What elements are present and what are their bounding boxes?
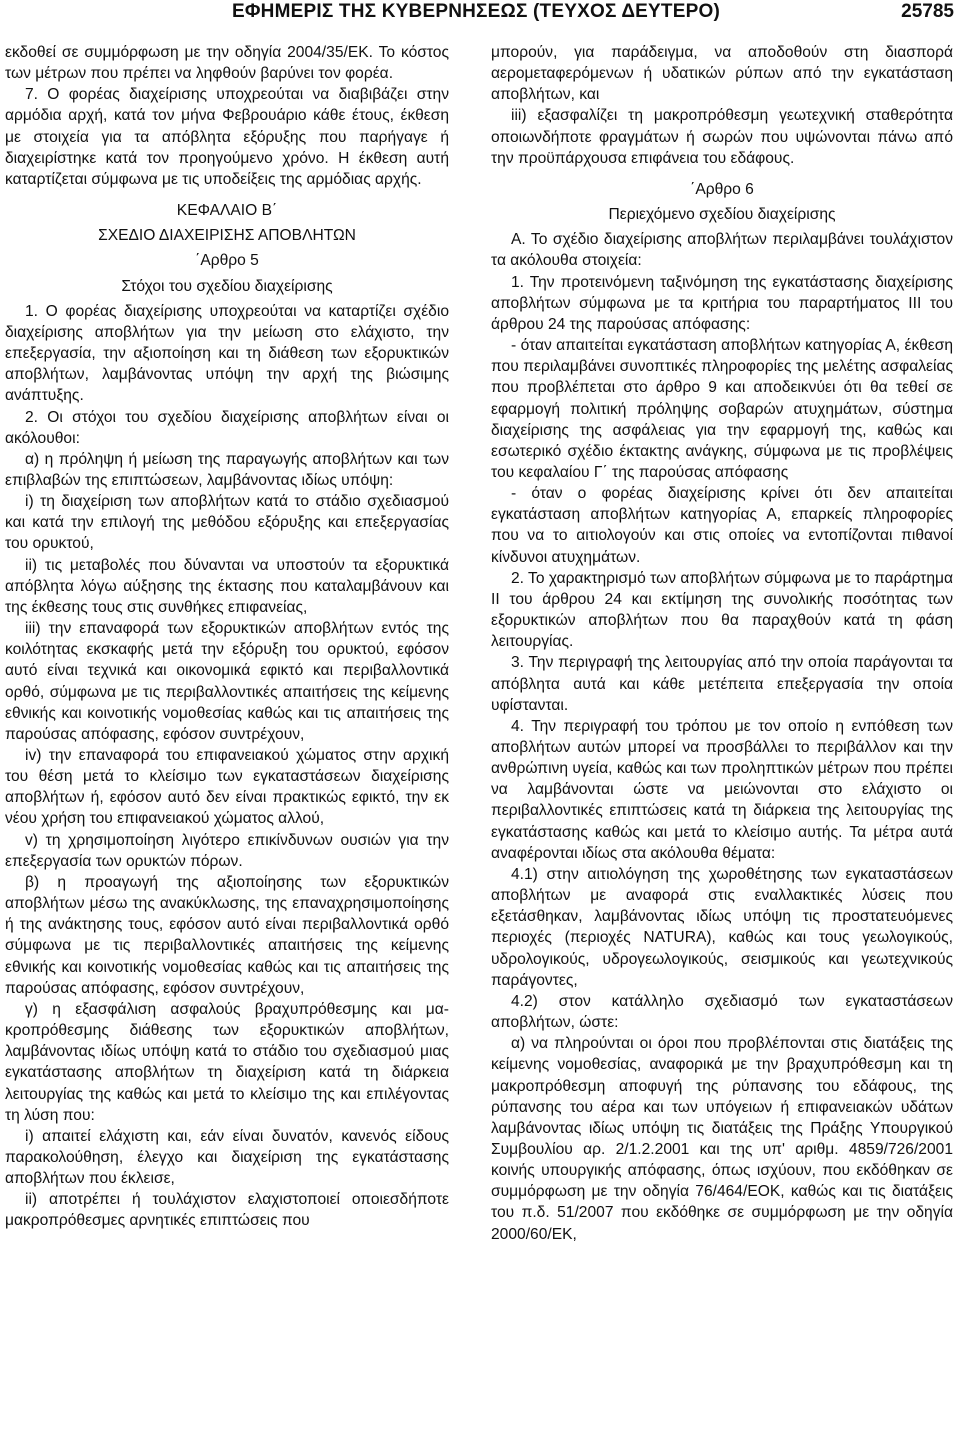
paragraph: εκδοθεί σε συμμόρφωση με την οδηγία 2004/35/ΕΚ. Το κόστος των μέτρων που πρέπει να ληφθούν βαρύνει τον φορέα. [5,44,449,83]
paragraph: iii) την επαναφορά των εξορυκτικών αποβλήτων εντός της κοιλότητας εκσκαφής μετά την εξόρυξη του ορυκτού, εφόσον αυτό είναι τεχνικά και οικονομικά εφικτό και περιβαλλοντικά ορθό, σύμφωνα με τις περιβαλλοντικές απαιτήσεις της κείμενης εθνικής και κοινοτικής νομοθεσίας καθώς και τις απαιτήσεις της παρούσας απόφασης, εφόσον συντρέχουν, [5,620,449,743]
paragraph: 7. Ο φορέας διαχείρισης υποχρεούται να διαβιβάζει στην αρμόδια αρχή, κατά τον μήνα Φεβρουάριο κάθε έτους, έκθεση με στοιχεία για τα απόβλητα εξόρυξης που παρήγαγε ή διαχειρίστηκε κατά τον προηγούμενο χρόνο. Η έκθεση αυτή καταρτίζεται σύμφωνα με τις υποδείξεις της αρμόδιας αρχής. [5,86,449,188]
left-column [5,42,449,1232]
article-title: Περιεχόμενο σχεδίου διαχείρισης [608,206,836,224]
paragraph: α) η πρόληψη ή μείωση της παραγωγής αποβλήτων και των επιβλαβών της επιπτώσεων, λαμβάνοντας ιδίως υπόψη: [5,450,449,489]
paragraph: 4.2) στον κατάλληλο σχεδιασμό των εγκαταστάσεων αποβλήτων, ώστε: [491,992,953,1032]
right-column [491,42,953,1245]
paragraph: γ) η εξασφάλιση ασφαλούς βραχυπρόθεσμης και μακροπρόθεσμης διάθεσης των εξορυκτικών αποβλήτων, λαμβάνοντας ιδίως υπόψη κατά το στάδιο του σχεδιασμού μιας εγκατάστασης αποβλήτων τη διαχείριση κατά τη διάρκεια λειτουργίας της καθώς και μετά το κλείσιμο της και επιλέγοντας τη λύση που: [5,1000,449,1124]
paragraph: μπορούν, για παράδειγμα, να αποδοθούν στη διασπορά αερομεταφερόμενων ή υδατικών ρύπων από την εγκατάσταση αποβλήτων, και [491,44,953,104]
paragraph: 4.1) στην αιτιολόγηση της χωροθέτησης των εγκαταστάσεων αποβλήτων με αναφορά στις εναλλακτικές λύσεις που εξετάσθηκαν, λαμβάνοντας ιδίως υπόψη τις προστατευόμενες περιοχές (περιοχές NATURA), καθώς και τους γεωλογικούς, υδρολογικούς, υδρογεωλογικούς, σεισμικούς και γεωτεχνικούς παράγοντες, [491,865,953,989]
chapter-heading: ΚΕΦΑΛΑΙΟ Β΄ [176,202,278,220]
paragraph: 1. Ο φορέας διαχείρισης υποχρεούται να καταρτίζει σχέδιο διαχείρισης αποβλήτων για την μείωση στο ελάχιστο, την επεξεργασία, την αξιοποίηση και τη διάθεση των εξορυκτικών αποβλήτων, λαμβάνοντας υπόψη την αρχή της βιώσιμης ανάπτυξης. [5,302,449,405]
paragraph: 2. Οι στόχοι του σχεδίου διαχείρισης αποβλήτων είναι οι ακόλουθοι: [5,408,449,447]
gazette-title: ΕΦΗΜΕΡΙΣ ΤΗΣ ΚΥΒΕΡΝΗΣΕΩΣ (ΤΕΥΧΟΣ ΔΕΥΤΕΡΟ) [232,1,720,22]
article-title: Στόχοι του σχεδίου διαχείρισης [121,277,333,295]
paragraph: ii) αποτρέπει ή τουλάχιστον ελαχιστοποιεί οποιεσδήποτε μακροπρόθεσμες αρνητικές επιπτώσεις που [5,1191,449,1230]
paragraph: iii) εξασφαλίζει τη μακροπρόθεσμη γεωτεχνική σταθερότητα οποιωνδήποτε φραγμάτων ή σωρών που υψώνονται πάνω από την προϋπάρχουσα επιφάνεια του εδάφους. [491,107,953,167]
article-heading: ΄Αρθρο 5 [195,252,259,270]
paragraph: α) να πληρούνται οι όροι που προβλέπονται στις διατάξεις της κείμενης νομοθεσίας, αναφορικά με την βραχυπρόθεσμη και τη μακροπρόθεσμη αποφυγή της ρύπανσης του εδάφους, της ρύπανσης του αέρα και των υπόγειων ή επιφανειακών υδάτων λαμβάνοντας ιδίως υπόψη τις διατάξεις της Πράξης Υπουργικού Συμβουλίου αρ. 2/1.2.2001 και της υπ' αριθμ. 4859/726/2001 κοινής υπουργικής απόφασης, όπως ισχύουν, που εκδόθηκαν σε συμμόρφωση με την οδηγία 76/464/ΕΟΚ, καθώς και τις διατάξεις του π.δ. 51/2007 που εκδόθηκε σε συμμόρφωση με την οδηγία 2000/60/ΕΚ, [491,1035,953,1243]
paragraph: 2. Το χαρακτηρισμό των αποβλήτων σύμφωνα με το παράρτημα ΙΙ του άρθρου 24 και εκτίμηση της συνολικής ποσότητας των εξορυκτικών αποβλήτων που θα παραχθούν κατά τη φάση λειτουργίας. [491,569,953,651]
paragraph: β) η προαγωγή της αξιοποίησης των εξορυκτικών αποβλήτων μέσω της ανακύκλωσης, της επαναχρησιμοποίησης ή της ανάκτησης τους, εφόσον αυτό είναι περιβαλλοντικά ορθό σύμφωνα με τις περιβαλλοντικές απαιτήσεις της κείμενης εθνικής και κοινοτικής νομοθεσίας καθώς και τις απαιτήσεις της παρούσας απόφασης, εφόσον συντρέχουν, [5,873,449,997]
page-number: 25785 [901,1,954,22]
paragraph: Α. Το σχέδιο διαχείρισης αποβλήτων περιλαμβάνει τουλάχιστον τα ακόλουθα στοιχεία: [491,231,953,270]
chapter-title: ΣΧΕΔΙΟ ΔΙΑΧΕΙΡΙΣΗΣ ΑΠΟΒΛΗΤΩΝ [98,227,356,245]
paragraph: 4. Την περιγραφή του τρόπου με τον οποίο η ενπόθεση των αποβλήτων αυτών μπορεί να προσβάλλει το περιβάλλον και την ανθρώπινη υγεία, καθώς και των προληπτικών μέτρων που πρέπει να λαμβάνονται ώστε να μειώνονται στο ελάχιστο οι περιβαλλοντικές επιπτώσεις κατά τη διάρκεια της λειτουργίας της εγκατάστασης καθώς και μετά το κλείσιμο αυτής. Τα μέτρα αυτά αναφέρονται ιδίως στα ακόλουθα θέματα: [491,717,953,862]
paragraph: 1. Την προτεινόμενη ταξινόμηση της εγκατάστασης διαχείρισης αποβλήτων σύμφωνα με τα κριτήρια του παραρτήματος ΙΙΙ του άρθρου 24 της παρούσας απόφασης: [491,273,953,333]
paragraph: - όταν ο φορέας διαχείρισης κρίνει ότι δεν απαιτείται εγκατάσταση αποβλήτων κατηγορίας Α, επαρκείς πληροφορίες που να το αιτιολογούν και στις οποίες να εντοπίζονται πιθανοί κίνδυνοι ατυχημάτων. [491,485,953,566]
paragraph: ii) τις μεταβολές που δύνανται να υποστούν τα εξορυκτικά απόβλητα λόγω αύξησης της έκτασης που καταλαμβάνουν και της έκθεσης τους στις συνθήκες επιφανείας, [5,556,449,616]
paragraph: i) τη διαχείριση των αποβλήτων κατά το στάδιο σχεδιασμού και κατά την επιλογή της μεθόδου εξόρυξης και επεξεργασίας του ορυκτού, [5,493,449,553]
paragraph: 3. Την περιγραφή της λειτουργίας από την οποία παράγονται τα απόβλητα αυτά και κάθε μετέπειτα επεξεργασία την οποία υφίστανται. [491,654,953,714]
paragraph: i) απαιτεί ελάχιστη και, εάν είναι δυνατόν, κανενός είδους παρακολούθηση, έλεγχο και διαχείριση της εγκατάστασης αποβλήτων που έκλεισε, [5,1127,449,1188]
paragraph: v) τη χρησιμοποίηση λιγότερο επικίνδυνων ουσιών για την επεξεργασία των ορυκτών πόρων. [5,831,449,870]
paragraph: - όταν απαιτείται εγκατάσταση αποβλήτων κατηγορίας Α, έκθεση που περιλαμβάνει συνοπτικές πληροφορίες της μελέτης ασφαλείας που προβλέπεται στο άρθρο 9 και αποδεικνύει ότι θα τεθεί σε εφαρμογή πολιτική πρόληψης σοβαρών ατυχημάτων, σύστημα διαχείρισης της ασφάλειας για την εφαρμογή της, καθώς και εσωτερικό σχέδιο έκτακτης ανάγκης, σύμφωνα με τις προβλέψεις του κεφαλαίου Γ΄ της παρούσας απόφασης [491,337,953,481]
paragraph: iv) την επαναφορά του επιφανειακού χώματος στην αρχική του θέση μετά το κλείσιμο των εγκαταστάσεων διαχείρισης αποβλήτων ή, εφόσον αυτό δεν είναι πρακτικώς εφικτό, την εκ νέου χρήση του επιφανειακού χώματος αλλού, [5,747,449,828]
article-heading: ΄Αρθρο 6 [690,180,754,198]
page-header [0,0,960,28]
